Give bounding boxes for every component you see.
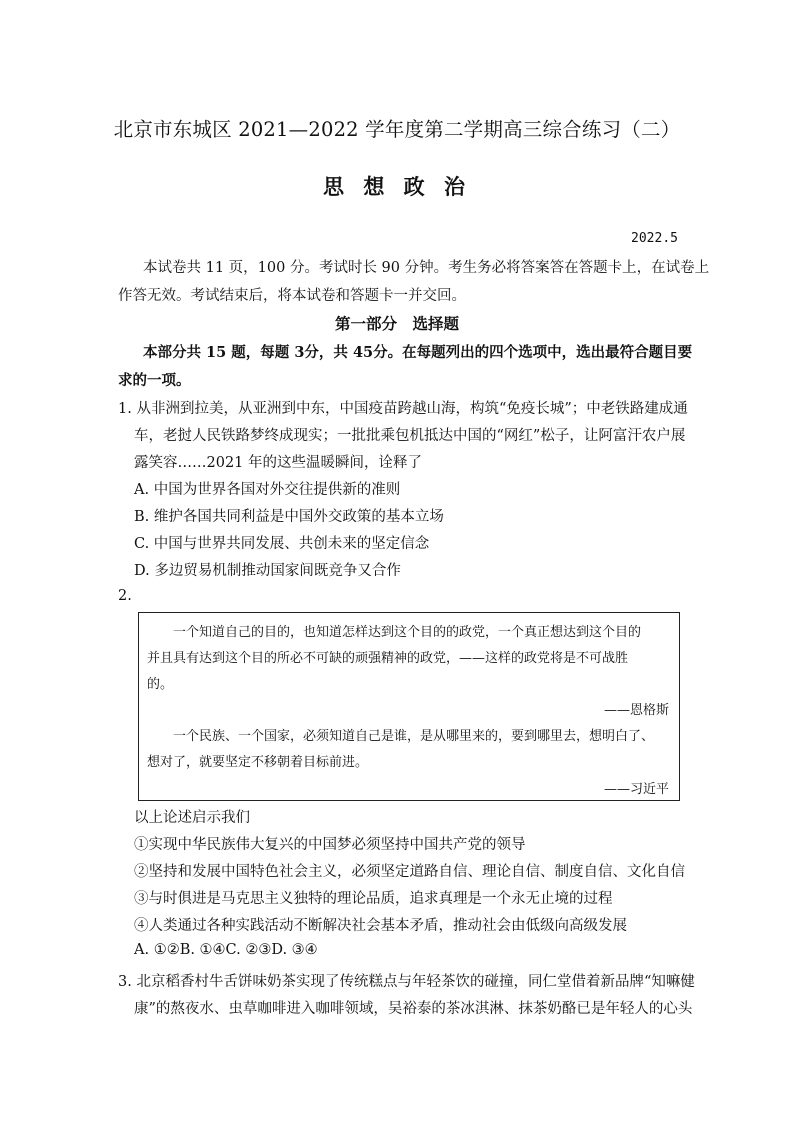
instructions-line-1: 本试卷共 11 页，100 分。考试时长 90 分钟。考生务必将答案答在答题卡上，在试卷上 [143,260,710,276]
quote1-line-2: 并且具有达到这个目的所必不可缺的顽强精神的政党，——这样的政党将是不可战胜 [147,651,629,666]
q3-stem-line-1: 3. 北京稻香村牛舌饼味奶茶实现了传统糕点与年轻茶饮的碰撞，同仁堂借着新品牌“知嘛健 [118,974,695,990]
q2-options: A. ①②B. ①④C. ②③D. ③④ [134,942,318,958]
q2-item-1: ①实现中华民族伟大复兴的中国梦必须坚持中国共产党的领导 [134,837,526,853]
quote2-line-2: 想对了，就要坚定不移朝着目标前进。 [147,755,369,770]
q2-item-2: ②坚持和发展中国特色社会主义，必须坚定道路自信、理论自信、制度自信、文化自信 [134,864,685,880]
q1-option-b: B. 维护各国共同利益是中国外交政策的基本立场 [134,509,444,525]
q2-number: 2. [118,588,132,604]
quote1-line-1: 一个知道自己的目的，也知道怎样达到这个目的的政党，一个真正想达到这个目的 [173,625,642,640]
q1-option-c: C. 中国与世界共同发展、共创未来的坚定信念 [134,536,430,552]
quote-box [138,612,680,801]
exam-date: 2022.5 [631,231,678,246]
q2-item-3: ③与时俱进是马克思主义独特的理论品质，追求真理是一个永无止境的过程 [134,891,613,907]
q1-option-d: D. 多边贸易机制推动国家间既竞争又合作 [134,563,401,579]
quote2-line-1: 一个民族、一个国家，必须知道自己是谁，是从哪里来的，要到哪里去，想明白了、 [173,729,655,744]
q1-stem-line-1: 1. 从非洲到拉美，从亚洲到中东，中国疫苗跨越山海，构筑“免疫长城”；中老铁路建成通 [118,401,688,417]
section-intro-line-2: 求的一项。 [118,372,191,389]
section-title: 第一部分 选择题 [334,314,459,333]
q2-prompt: 以上论述启示我们 [134,810,250,826]
section-intro-line-1: 本部分共 15 题，每题 3分，共 45分。在每题列出的四个选项中，选出最符合题目要 [143,344,693,361]
quote2-author: ——习近平 [603,782,669,797]
q1-option-a: A. 中国为世界各国对外交往提供新的准则 [134,482,401,498]
quote1-author: ——恩格斯 [603,703,669,718]
q1-stem-line-2: 车，老挝人民铁路梦终成现实；一批批乘包机抵达中国的“网红”松子，让阿富汗农户展 [134,428,686,444]
quote1-line-3: 的。 [147,677,174,692]
q3-stem-line-2: 康”的熬夜水、虫草咖啡进入咖啡领域，吴裕泰的茶冰淇淋、抹茶奶酪已是年轻人的心头 [134,1001,693,1017]
q2-item-4: ④人类通过各种实践活动不断解决社会基本矛盾，推动社会由低级向高级发展 [134,918,627,934]
exam-title: 北京市东城区 2021—2022 学年度第二学期高三综合练习（二） [113,118,681,141]
instructions-line-2: 作答无效。考试结束后，将本试卷和答题卡一并交回。 [118,288,466,304]
q1-stem-line-3: 露笑容……2021 年的这些温暖瞬间，诠释了 [134,455,423,471]
subject-title: 思 想 政 治 [323,174,471,199]
